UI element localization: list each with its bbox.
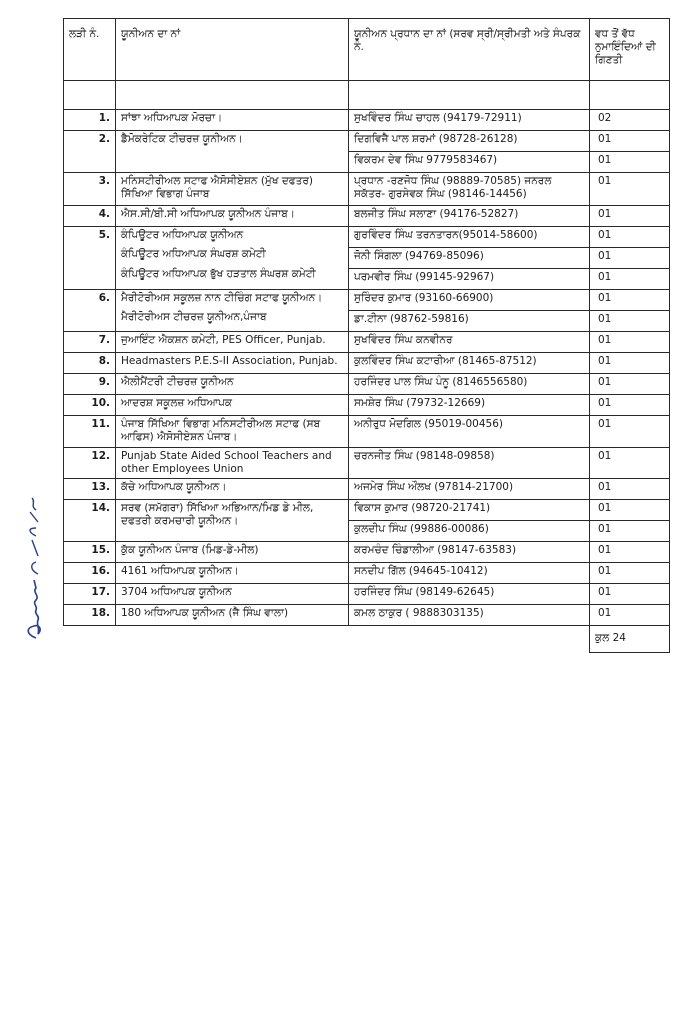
union-name-cell bbox=[116, 416, 349, 447]
serial-number: 15. bbox=[64, 541, 116, 562]
president-name: ਕੁਲਵਿੰਦਰ ਸਿੰਘ ਕਟਾਰੀਆ (81465-87512) bbox=[354, 355, 537, 368]
union-name: ਮੈਰੀਟੋਰੀਅਸ ਟੀਚਰਜ਼ ਯੂਨੀਅਨ,ਪੰਜਾਬ bbox=[121, 311, 267, 324]
representative-count: 02 bbox=[598, 112, 612, 124]
representative-count: 01 bbox=[598, 501, 612, 514]
table-row bbox=[64, 206, 670, 227]
total-count: ਕੁਲ 24 bbox=[590, 625, 670, 652]
header-serial-number: ਲੜੀ ਨੰ. bbox=[64, 19, 116, 81]
president-cell bbox=[349, 206, 590, 227]
president-name: ਪ੍ਰਧਾਨ -ਰਣਜੋਧ ਸਿੰਘ (98889-70585) ਜਨਰਲ ਸਕੱਤਰ- ਗੁਰਸੇਵਕ ਸਿੰਘ (98146-14456) bbox=[354, 175, 552, 201]
representative-count: 01 bbox=[598, 208, 612, 221]
count-cell bbox=[590, 110, 670, 131]
table-row bbox=[64, 447, 670, 478]
serial-number: 17. bbox=[64, 583, 116, 604]
table-row bbox=[64, 131, 670, 173]
union-name: ਜੁਆਇੰਟ ਐਕਸ਼ਨ ਕਮੇਟੀ, PES Officer, Punjab. bbox=[121, 334, 326, 347]
union-name: ਮੈਰੀਟੋਰੀਅਸ ਸਕੂਲਜ਼ ਨਾਨ ਟੀਚਿੰਗ ਸਟਾਫ ਯੂਨੀਅਨ। bbox=[121, 292, 323, 305]
president-name: ਸੁਖਵਿੰਦਰ ਸਿੰਘ ਕਨਵੀਨਰ bbox=[354, 334, 453, 347]
president-name: ਸੁਰਿੰਦਰ ਕੁਮਾਰ (93160-66900) bbox=[354, 292, 494, 305]
union-name: ਕੁੱਕ ਯੂਨੀਅਨ ਪੰਜਾਬ (ਮਿਡ-ਡੇ-ਮੀਲ) bbox=[121, 543, 259, 556]
president-cell bbox=[349, 110, 590, 131]
header-union-name: ਯੂਨੀਅਨ ਦਾ ਨਾਂ bbox=[116, 19, 349, 81]
union-name-cell bbox=[116, 583, 349, 604]
header-row bbox=[64, 19, 670, 81]
count-cell bbox=[590, 541, 670, 562]
president-name: ਪਰਮਵੀਰ ਸਿੰਘ (99145-92967) bbox=[349, 268, 589, 289]
union-name: ਆਦਰਸ਼ ਸਕੂਲਜ਼ ਅਧਿਆਪਕ bbox=[121, 397, 233, 410]
representative-count: 01 bbox=[590, 520, 669, 541]
president-cell bbox=[349, 395, 590, 416]
representative-count: 01 bbox=[598, 480, 612, 493]
president-cell bbox=[349, 374, 590, 395]
representative-count: 01 bbox=[598, 175, 612, 187]
table-body bbox=[64, 110, 670, 626]
header-president-contact: ਯੂਨੀਅਨ ਪ੍ਰਧਾਨ ਦਾ ਨਾਂ (ਸਰਵ ਸ੍ਰੀ/ਸ੍ਰੀਮਤੀ ਅਤੇ ਸੰਪਰਕ ਨੰ. bbox=[349, 19, 590, 81]
count-cell bbox=[590, 416, 670, 447]
serial-number: 3. bbox=[64, 173, 116, 206]
count-cell bbox=[590, 583, 670, 604]
representative-count: 01 bbox=[598, 376, 612, 389]
president-name: ਅਨੀਰੁਧ ਮੋਦਗਿਲ (95019-00456) bbox=[354, 418, 503, 431]
representative-count: 01 bbox=[598, 355, 612, 368]
president-cell bbox=[349, 478, 590, 499]
president-name: ਹਰਜਿੰਦਰ ਸਿੰਘ (98149-62645) bbox=[354, 585, 495, 598]
count-cell bbox=[590, 447, 670, 478]
total-row bbox=[64, 625, 670, 652]
president-cell bbox=[349, 173, 590, 206]
count-cell bbox=[590, 227, 670, 290]
union-name: 4161 ਅਧਿਆਪਕ ਯੂਨੀਅਨ। bbox=[121, 564, 239, 577]
union-name: ਸਰਵ (ਸਮੱਗਰਾ) ਸਿੱਖਿਆ ਅਭਿਆਨ/ਮਿਡ ਡੇ ਮੀਲ, ਦਫਤਰੀ ਕਰਮਚਾਰੀ ਯੂਨੀਅਨ। bbox=[121, 501, 314, 527]
president-name: ਸਮਸ਼ੇਰ ਸਿੰਘ (79732-12669) bbox=[354, 397, 486, 410]
representative-count: 01 bbox=[590, 247, 669, 268]
representative-count: 01 bbox=[598, 449, 612, 462]
president-cell bbox=[349, 353, 590, 374]
union-name-cell bbox=[116, 131, 349, 173]
header-max-representatives: ਵਧ ਤੋਂ ਵੱਧ ਨੁਮਾਇੰਦਿਆਂ ਦੀ ਗਿਣਤੀ bbox=[590, 19, 670, 81]
serial-number: 6. bbox=[64, 290, 116, 332]
table-row bbox=[64, 395, 670, 416]
union-name-cell bbox=[116, 110, 349, 131]
president-cell bbox=[349, 447, 590, 478]
serial-number: 10. bbox=[64, 395, 116, 416]
table-row bbox=[64, 562, 670, 583]
union-name: ਕੱਚੇ ਅਧਿਆਪਕ ਯੂਨੀਅਨ। bbox=[121, 480, 227, 493]
serial-number: 5. bbox=[64, 227, 116, 290]
count-cell bbox=[590, 395, 670, 416]
count-cell bbox=[590, 353, 670, 374]
union-name: ਡੈਮੋਕਰੇਟਿਕ ਟੀਚਰਜ਼ ਯੂਨੀਅਨ। bbox=[121, 133, 243, 145]
representative-count: 01 bbox=[590, 151, 669, 172]
union-name-cell bbox=[116, 374, 349, 395]
representative-count: 01 bbox=[598, 229, 612, 242]
count-cell bbox=[590, 562, 670, 583]
serial-number: 12. bbox=[64, 447, 116, 478]
representative-count: 01 bbox=[598, 564, 612, 577]
union-name: ਐਲੀਮੈਂਟਰੀ ਟੀਚਰਜ਼ ਯੂਨੀਅਨ bbox=[121, 376, 234, 389]
union-name-cell bbox=[116, 290, 349, 332]
president-name: ਅਜਮੇਰ ਸਿੰਘ ਔਲਖ (97814-21700) bbox=[354, 480, 514, 493]
count-cell bbox=[590, 290, 670, 332]
table-row bbox=[64, 353, 670, 374]
union-name-cell bbox=[116, 541, 349, 562]
unions-table bbox=[63, 18, 670, 653]
table-row bbox=[64, 541, 670, 562]
representative-count: 01 bbox=[598, 292, 612, 305]
representative-count: 01 bbox=[590, 268, 669, 289]
serial-number: 13. bbox=[64, 478, 116, 499]
representative-count: 01 bbox=[590, 310, 669, 331]
signature-strokes bbox=[28, 498, 40, 638]
president-name: ਕਮਲ ਠਾਕੁਰ ( 9888303135) bbox=[354, 606, 484, 619]
table-row bbox=[64, 416, 670, 447]
president-name: ਕਰਮਚੰਦ ਚਿੰਡਾਲੀਆ (98147-63583) bbox=[354, 543, 517, 556]
representative-count: 01 bbox=[598, 334, 612, 347]
count-cell bbox=[590, 131, 670, 173]
union-name-cell bbox=[116, 562, 349, 583]
table-row bbox=[64, 583, 670, 604]
president-cell bbox=[349, 131, 590, 173]
president-name: ਵਿਕਰਮ ਦੇਵ ਸਿੰਘ 9779583467) bbox=[349, 151, 589, 172]
serial-number: 18. bbox=[64, 604, 116, 625]
union-name-cell bbox=[116, 227, 349, 290]
table-row bbox=[64, 173, 670, 206]
representative-count: 01 bbox=[598, 585, 612, 598]
union-name: ਕੰਪਿਊਟਰ ਅਧਿਆਪਕ ਸੰਘਰਸ਼ ਕਮੇਟੀ bbox=[121, 248, 266, 261]
count-cell bbox=[590, 499, 670, 541]
union-name-cell bbox=[116, 478, 349, 499]
union-name: ਸਾਂਝਾ ਅਧਿਆਪਕ ਮੋਰਚਾ। bbox=[121, 112, 223, 124]
president-name: ਸਨਦੀਪ ਗਿੱਲ (94645-10412) bbox=[354, 564, 488, 577]
count-cell bbox=[590, 604, 670, 625]
serial-number: 8. bbox=[64, 353, 116, 374]
union-name-cell bbox=[116, 499, 349, 541]
president-cell bbox=[349, 290, 590, 332]
serial-number: 7. bbox=[64, 332, 116, 353]
union-name: ਮਨਿਸਟੀਰੀਅਲ ਸਟਾਫ ਐਸੋਸੀਏਸ਼ਨ (ਮੁੱਖ ਦਫਤਰ) ਸਿੱਖਿਆ ਵਿਭਾਗ ਪੰਜਾਬ bbox=[121, 175, 313, 201]
union-name: ਪੰਜਾਬ ਸਿੱਖਿਆ ਵਿਭਾਗ ਮਨਿਸਟੀਰੀਅਲ ਸਟਾਫ (ਸਬ ਆਫਿਸ) ਐਸੋਸੀਏਸ਼ਨ ਪੰਜਾਬ। bbox=[121, 418, 321, 444]
representative-count: 01 bbox=[598, 133, 612, 145]
table-row bbox=[64, 604, 670, 625]
table-row bbox=[64, 110, 670, 131]
table-row bbox=[64, 499, 670, 541]
union-name: 3704 ਅਧਿਆਪਕ ਯੂਨੀਅਨ bbox=[121, 585, 232, 598]
president-cell bbox=[349, 562, 590, 583]
president-name: ਗੁਰਵਿੰਦਰ ਸਿੰਘ ਤਰਨਤਾਰਨ(95014-58600) bbox=[354, 229, 538, 242]
serial-number: 16. bbox=[64, 562, 116, 583]
serial-number: 9. bbox=[64, 374, 116, 395]
union-name-cell bbox=[116, 395, 349, 416]
representative-count: 01 bbox=[598, 418, 612, 431]
serial-number: 2. bbox=[64, 131, 116, 173]
union-name-cell bbox=[116, 173, 349, 206]
representative-count: 01 bbox=[598, 606, 612, 619]
president-cell bbox=[349, 416, 590, 447]
president-name: ਕੁਲਦੀਪ ਸਿੰਘ (99886-00086) bbox=[349, 520, 589, 541]
union-name-cell bbox=[116, 604, 349, 625]
president-name: ਦਿਗਵਿਜੈ ਪਾਲ ਸ਼ਰਮਾਂ (98728-26128) bbox=[354, 133, 518, 145]
union-name: ਕੰਪਿਊਟਰ ਅਧਿਆਪਕ ਯੂਨੀਅਨ bbox=[121, 229, 244, 242]
table-row bbox=[64, 374, 670, 395]
serial-number: 14. bbox=[64, 499, 116, 541]
table-row bbox=[64, 332, 670, 353]
president-name: ਜੋਨੀ ਸਿੰਗਲਾ (94769-85096) bbox=[349, 247, 589, 268]
count-cell bbox=[590, 173, 670, 206]
serial-number: 11. bbox=[64, 416, 116, 447]
president-name: ਵਿਕਾਸ ਕੁਮਾਰ (98720-21741) bbox=[354, 501, 491, 514]
serial-number: 1. bbox=[64, 110, 116, 131]
union-name: 180 ਅਧਿਆਪਕ ਯੂਨੀਅਨ (ਜੈ ਸਿੰਘ ਵਾਲਾ) bbox=[121, 606, 289, 619]
president-cell bbox=[349, 541, 590, 562]
union-name-cell bbox=[116, 206, 349, 227]
union-name: ਐਸ.ਸੀ/ਬੀ.ਸੀ ਅਧਿਆਪਕ ਯੂਨੀਅਨ ਪੰਜਾਬ। bbox=[121, 208, 295, 221]
spacer-row bbox=[64, 81, 670, 110]
president-name: ਹਰਜਿੰਦਰ ਪਾਲ ਸਿੰਘ ਪੰਨੂ (8146556580) bbox=[354, 376, 528, 389]
president-cell bbox=[349, 604, 590, 625]
president-cell bbox=[349, 227, 590, 290]
president-name: ਸੁਖਵਿੰਦਰ ਸਿੰਘ ਚਾਹਲ (94179-72911) bbox=[354, 112, 522, 124]
union-name: Punjab State Aided School Teachers and other Employees Union bbox=[121, 449, 332, 475]
union-name-cell bbox=[116, 447, 349, 478]
table-row bbox=[64, 290, 670, 332]
president-name: ਡਾ.ਟੀਨਾ (98762-59816) bbox=[349, 310, 589, 331]
union-name: ਕੰਪਿਊਟਰ ਅਧਿਆਪਕ ਭੁੱਖ ਹੜਤਾਲ ਸੰਘਰਸ਼ ਕਮੇਟੀ bbox=[121, 267, 316, 280]
president-cell bbox=[349, 499, 590, 541]
serial-number: 4. bbox=[64, 206, 116, 227]
count-cell bbox=[590, 478, 670, 499]
president-name: ਚਰਨਜੀਤ ਸਿੰਘ (98148-09858) bbox=[354, 449, 495, 462]
handwritten-signature bbox=[0, 480, 48, 650]
president-cell bbox=[349, 583, 590, 604]
table-row bbox=[64, 478, 670, 499]
union-name-cell bbox=[116, 353, 349, 374]
count-cell bbox=[590, 374, 670, 395]
representative-count: 01 bbox=[598, 543, 612, 556]
union-name: Headmasters P.E.S-II Association, Punjab. bbox=[121, 355, 338, 368]
count-cell bbox=[590, 332, 670, 353]
representative-count: 01 bbox=[598, 397, 612, 410]
union-name-cell bbox=[116, 332, 349, 353]
president-name: ਬਲਜੀਤ ਸਿੰਘ ਸਲਾਣਾ (94176-52827) bbox=[354, 208, 519, 221]
count-cell bbox=[590, 206, 670, 227]
president-cell bbox=[349, 332, 590, 353]
table-row bbox=[64, 227, 670, 290]
